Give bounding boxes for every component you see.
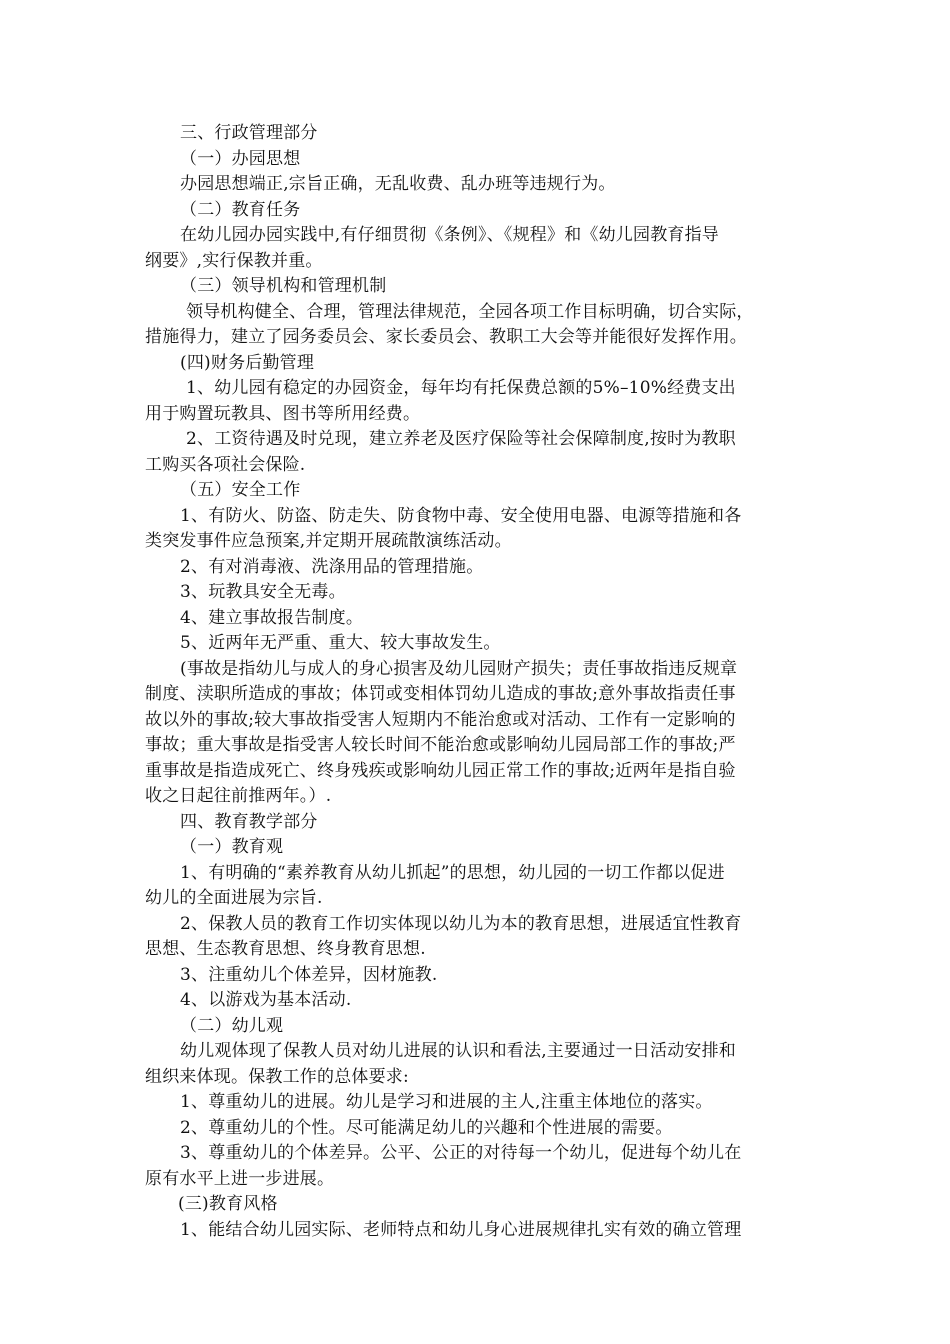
text-line: （一）教育观 [180,837,284,857]
text-line: 2、尊重幼儿的个性。尽可能满足幼儿的兴趣和个性进展的需要。 [180,1117,673,1138]
text-line: 措施得力，建立了园务委员会、家长委员会、教职工大会等并能很好发挥作用。 [145,327,747,347]
text-line: (事故是指幼儿与成人的身心损害及幼儿园财产损失；责任事故指违反规章 [180,658,738,679]
text-line: 幼儿的全面进展为宗旨. [145,888,323,908]
text-line: 纲要》,实行保教并重。 [145,250,323,271]
text-line: 领导机构健全、合理，管理法律规范，全园各项工作目标明确，切合实际， [186,301,754,322]
text-line: 类突发事件应急预案,并定期开展疏散演练活动。 [145,531,512,551]
text-line: 4、以游戏为基本活动. [180,990,352,1010]
text-line: （一）办园思想 [180,148,301,169]
text-line: 1、有防火、防盗、防走失、防食物中毒、安全使用电器、电源等措施和各 [180,505,742,526]
text-line: 故以外的事故;较大事故指受害人短期内不能治愈或对活动、工作有一定影响的 [145,709,736,730]
text-line: 1、幼儿园有稳定的办园资金，每年均有托保费总额的5%–10%经费支出 [186,378,736,398]
text-line: 思想、生态教育思想、终身教育思想. [145,939,426,959]
text-line: 在幼儿园办园实践中,有仔细贯彻《条例》、《规程》和《幼儿园教育指导 [180,225,720,245]
text-line: 工购买各项社会保险. [145,454,306,475]
text-line: 组织来体现。保教工作的总体要求: [145,1066,409,1087]
text-line: (四)财务后勤管理 [180,352,315,373]
text-line: （三）领导机构和管理机制 [180,276,387,296]
text-line: 2、有对消毒液、洗涤用品的管理措施。 [180,556,484,577]
text-line: （五）安全工作 [180,480,301,500]
text-line: 3、尊重幼儿的个体差异。公平、公正的对待每一个幼儿，促进每个幼儿在 [180,1143,742,1163]
text-line: 四、教育教学部分 [180,811,318,832]
text-line: 制度、渎职所造成的事故；体罚或变相体罚幼儿造成的事故;意外事故指责任事 [145,684,736,704]
text-line: 1、尊重幼儿的进展。幼儿是学习和进展的主人,注重主体地位的落实。 [180,1092,713,1112]
text-line: 5、近两年无严重、重大、较大事故发生。 [180,633,501,653]
text-line: 办园思想端正,宗旨正确，无乱收费、乱办班等违规行为。 [180,174,616,194]
text-line: 事故；重大事故是指受害人较长时间不能治愈或影响幼儿园局部工作的事故;严 [145,735,736,755]
text-line: (三)教育风格 [178,1194,278,1214]
text-line: 4、建立事故报告制度。 [180,607,364,628]
text-line: 3、玩教具安全无毒。 [180,582,346,602]
text-line: 收之日起往前推两年。）. [145,786,332,806]
text-line: 用于购置玩教具、图书等所用经费。 [145,403,421,424]
text-line: 1、能结合幼儿园实际、老师特点和幼儿身心进展规律扎实有效的确立管理 [180,1219,742,1240]
text-line: 2、保教人员的教育工作切实体现以幼儿为本的教育思想，进展适宜性教育 [180,913,742,934]
text-line: 2、工资待遇及时兑现，建立养老及医疗保险等社会保障制度,按时为教职 [186,429,736,449]
text-line: （二）教育任务 [180,199,301,220]
text-line: 重事故是指造成死亡、终身残疾或影响幼儿园正常工作的事故;近两年是指自验 [145,760,736,781]
text-line: 三、行政管理部分 [180,123,318,143]
text-line: 3、注重幼儿个体差异，因材施教. [180,964,438,985]
text-line: 1、有明确的“素养教育从幼儿抓起”的思想，幼儿园的一切工作都以促进 [180,862,725,883]
text-line: 原有水平上进一步进展。 [145,1168,335,1189]
text-line: 幼儿观体现了保教人员对幼儿进展的认识和看法,主要通过一日活动安排和 [180,1041,737,1061]
text-line: （二）幼儿观 [180,1015,284,1036]
